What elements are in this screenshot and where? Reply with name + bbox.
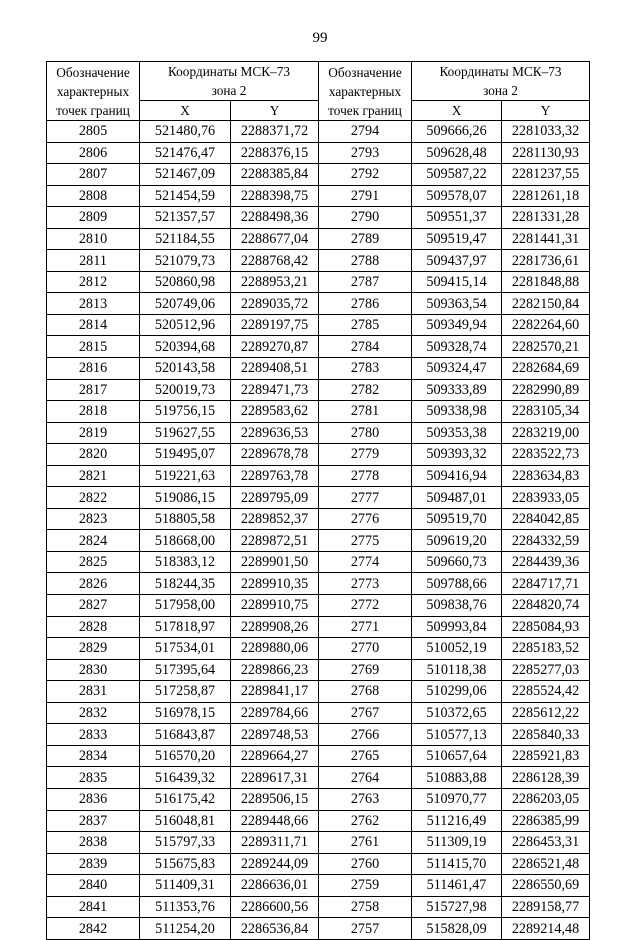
point-right-cell: 2791 [319, 185, 412, 207]
x-right-cell: 509349,94 [412, 314, 502, 336]
y-left-cell: 2289244,09 [231, 853, 319, 875]
y-right-cell: 2284717,71 [502, 573, 590, 595]
y-right-cell: 2283933,05 [502, 487, 590, 509]
point-left-cell: 2814 [47, 314, 140, 336]
y-right-cell: 2285277,03 [502, 659, 590, 681]
y-left-cell: 2289664,27 [231, 745, 319, 767]
x-header-left: X [140, 101, 231, 121]
y-right-cell: 2285183,52 [502, 638, 590, 660]
table-row [47, 896, 590, 918]
x-right-cell: 509666,26 [412, 121, 502, 143]
x-left-cell: 519221,63 [140, 465, 231, 487]
coords-header-line1: Координаты МСК–73 [167, 64, 291, 79]
y-right-cell: 2284439,36 [502, 551, 590, 573]
point-right-cell: 2785 [319, 314, 412, 336]
y-header-right: Y [502, 101, 590, 121]
point-left-cell: 2809 [47, 207, 140, 229]
point-left-cell: 2817 [47, 379, 140, 401]
x-right-cell: 509437,97 [412, 250, 502, 272]
point-right-cell: 2778 [319, 465, 412, 487]
y-right-cell: 2289214,48 [502, 918, 590, 940]
point-left-cell: 2837 [47, 810, 140, 832]
table-row [47, 595, 590, 617]
point-right-cell: 2758 [319, 896, 412, 918]
y-header-left: Y [231, 101, 319, 121]
table-row [47, 508, 590, 530]
designation-header-right [319, 62, 412, 121]
table-row [47, 293, 590, 315]
y-left-cell: 2289852,37 [231, 508, 319, 530]
table-row [47, 422, 590, 444]
y-right-cell: 2281261,18 [502, 185, 590, 207]
table-row [47, 810, 590, 832]
y-right-cell: 2283219,00 [502, 422, 590, 444]
y-right-cell: 2281736,61 [502, 250, 590, 272]
point-right-cell: 2793 [319, 142, 412, 164]
y-left-cell: 2289841,17 [231, 681, 319, 703]
x-left-cell: 517395,64 [140, 659, 231, 681]
table-row [47, 142, 590, 164]
point-right-cell: 2794 [319, 121, 412, 143]
x-right-cell: 509660,73 [412, 551, 502, 573]
point-right-cell: 2777 [319, 487, 412, 509]
x-right-cell: 511216,49 [412, 810, 502, 832]
x-right-cell: 509619,20 [412, 530, 502, 552]
y-left-cell: 2289197,75 [231, 314, 319, 336]
y-right-cell: 2285921,83 [502, 745, 590, 767]
point-left-cell: 2812 [47, 271, 140, 293]
x-right-cell: 509415,14 [412, 271, 502, 293]
designation-header-line2: характерных [56, 83, 130, 99]
y-right-cell: 2282684,69 [502, 358, 590, 380]
y-right-cell: 2283105,34 [502, 401, 590, 423]
designation-header-line1: Обозначение [328, 64, 402, 80]
point-left-cell: 2832 [47, 702, 140, 724]
y-right-cell: 2282570,21 [502, 336, 590, 358]
coords-header-line2: зона 2 [211, 83, 247, 98]
point-right-cell: 2771 [319, 616, 412, 638]
point-right-cell: 2775 [319, 530, 412, 552]
table-row [47, 401, 590, 423]
point-left-cell: 2806 [47, 142, 140, 164]
x-left-cell: 518805,58 [140, 508, 231, 530]
y-left-cell: 2289617,31 [231, 767, 319, 789]
x-right-cell: 510577,13 [412, 724, 502, 746]
x-right-cell: 509363,54 [412, 293, 502, 315]
table-row [47, 681, 590, 703]
y-left-cell: 2289636,53 [231, 422, 319, 444]
x-left-cell: 516175,42 [140, 788, 231, 810]
y-left-cell: 2288385,84 [231, 164, 319, 186]
y-left-cell: 2288398,75 [231, 185, 319, 207]
y-right-cell: 2285840,33 [502, 724, 590, 746]
point-left-cell: 2808 [47, 185, 140, 207]
y-left-cell: 2288677,04 [231, 228, 319, 250]
y-left-cell: 2288376,15 [231, 142, 319, 164]
designation-header-left [47, 62, 140, 121]
x-left-cell: 520394,68 [140, 336, 231, 358]
table-row [47, 121, 590, 143]
y-left-cell: 2288953,21 [231, 271, 319, 293]
y-left-cell: 2289506,15 [231, 788, 319, 810]
y-right-cell: 2285084,93 [502, 616, 590, 638]
point-left-cell: 2807 [47, 164, 140, 186]
point-right-cell: 2783 [319, 358, 412, 380]
x-right-cell: 515727,98 [412, 896, 502, 918]
table-row [47, 788, 590, 810]
table-row [47, 875, 590, 897]
y-left-cell: 2286600,56 [231, 896, 319, 918]
point-left-cell: 2829 [47, 638, 140, 660]
point-right-cell: 2762 [319, 810, 412, 832]
table-row [47, 638, 590, 660]
table-row [47, 358, 590, 380]
table-row [47, 573, 590, 595]
y-left-cell: 2289583,62 [231, 401, 319, 423]
y-right-cell: 2283522,73 [502, 444, 590, 466]
y-right-cell: 2282150,84 [502, 293, 590, 315]
point-right-cell: 2764 [319, 767, 412, 789]
x-left-cell: 521467,09 [140, 164, 231, 186]
point-left-cell: 2835 [47, 767, 140, 789]
point-right-cell: 2786 [319, 293, 412, 315]
point-left-cell: 2818 [47, 401, 140, 423]
table-header [47, 62, 590, 121]
table-row [47, 164, 590, 186]
x-left-cell: 519627,55 [140, 422, 231, 444]
y-left-cell: 2288371,72 [231, 121, 319, 143]
x-right-cell: 511461,47 [412, 875, 502, 897]
table-row [47, 228, 590, 250]
point-right-cell: 2781 [319, 401, 412, 423]
point-right-cell: 2757 [319, 918, 412, 940]
point-left-cell: 2824 [47, 530, 140, 552]
y-right-cell: 2284820,74 [502, 595, 590, 617]
table-row [47, 336, 590, 358]
point-left-cell: 2840 [47, 875, 140, 897]
point-right-cell: 2789 [319, 228, 412, 250]
y-right-cell: 2281848,88 [502, 271, 590, 293]
x-left-cell: 520143,58 [140, 358, 231, 380]
x-left-cell: 520512,96 [140, 314, 231, 336]
y-left-cell: 2289910,35 [231, 573, 319, 595]
point-right-cell: 2782 [319, 379, 412, 401]
x-left-cell: 511353,76 [140, 896, 231, 918]
table-row [47, 767, 590, 789]
y-right-cell: 2282990,89 [502, 379, 590, 401]
designation-header-line2: характерных [328, 83, 402, 99]
point-left-cell: 2822 [47, 487, 140, 509]
x-left-cell: 521184,55 [140, 228, 231, 250]
x-right-cell: 509393,32 [412, 444, 502, 466]
x-left-cell: 516978,15 [140, 702, 231, 724]
table-row [47, 444, 590, 466]
point-left-cell: 2815 [47, 336, 140, 358]
point-right-cell: 2763 [319, 788, 412, 810]
y-left-cell: 2289408,51 [231, 358, 319, 380]
y-left-cell: 2289866,23 [231, 659, 319, 681]
point-right-cell: 2788 [319, 250, 412, 272]
coordinates-table [46, 61, 590, 940]
point-left-cell: 2833 [47, 724, 140, 746]
point-left-cell: 2831 [47, 681, 140, 703]
table-row [47, 616, 590, 638]
page-number: 99 [312, 30, 328, 46]
table-row [47, 551, 590, 573]
x-left-cell: 519756,15 [140, 401, 231, 423]
coords-header-right [412, 62, 590, 101]
point-right-cell: 2790 [319, 207, 412, 229]
y-right-cell: 2281130,93 [502, 142, 590, 164]
point-right-cell: 2765 [319, 745, 412, 767]
table-row [47, 702, 590, 724]
x-left-cell: 518668,00 [140, 530, 231, 552]
point-right-cell: 2768 [319, 681, 412, 703]
x-left-cell: 521480,76 [140, 121, 231, 143]
y-right-cell: 2281441,31 [502, 228, 590, 250]
point-left-cell: 2825 [47, 551, 140, 573]
point-left-cell: 2827 [47, 595, 140, 617]
x-right-cell: 509578,07 [412, 185, 502, 207]
designation-header-line3: точек границ [328, 102, 402, 118]
x-right-cell: 509587,22 [412, 164, 502, 186]
x-right-cell: 509519,70 [412, 508, 502, 530]
y-left-cell: 2289910,75 [231, 595, 319, 617]
table-row [47, 271, 590, 293]
y-right-cell: 2284332,59 [502, 530, 590, 552]
coords-header-left [140, 62, 319, 101]
point-left-cell: 2816 [47, 358, 140, 380]
x-right-cell: 511309,19 [412, 832, 502, 854]
x-left-cell: 519086,15 [140, 487, 231, 509]
point-right-cell: 2760 [319, 853, 412, 875]
x-left-cell: 521357,57 [140, 207, 231, 229]
x-left-cell: 520019,73 [140, 379, 231, 401]
table-row [47, 250, 590, 272]
point-right-cell: 2772 [319, 595, 412, 617]
y-left-cell: 2289748,53 [231, 724, 319, 746]
x-left-cell: 516439,32 [140, 767, 231, 789]
x-right-cell: 509788,66 [412, 573, 502, 595]
x-left-cell: 517258,87 [140, 681, 231, 703]
y-right-cell: 2286203,05 [502, 788, 590, 810]
y-left-cell: 2288498,36 [231, 207, 319, 229]
x-left-cell: 517534,01 [140, 638, 231, 660]
x-left-cell: 515797,33 [140, 832, 231, 854]
point-left-cell: 2841 [47, 896, 140, 918]
x-left-cell: 517818,97 [140, 616, 231, 638]
x-header-right: X [412, 101, 502, 121]
x-right-cell: 509416,94 [412, 465, 502, 487]
y-left-cell: 2289795,09 [231, 487, 319, 509]
y-left-cell: 2286536,84 [231, 918, 319, 940]
x-left-cell: 521454,59 [140, 185, 231, 207]
x-left-cell: 516570,20 [140, 745, 231, 767]
y-right-cell: 2289158,77 [502, 896, 590, 918]
y-right-cell: 2286385,99 [502, 810, 590, 832]
x-right-cell: 510372,65 [412, 702, 502, 724]
y-left-cell: 2289678,78 [231, 444, 319, 466]
x-right-cell: 510052,19 [412, 638, 502, 660]
point-left-cell: 2821 [47, 465, 140, 487]
y-left-cell: 2289035,72 [231, 293, 319, 315]
table-row [47, 659, 590, 681]
x-right-cell: 510299,06 [412, 681, 502, 703]
y-right-cell: 2281033,32 [502, 121, 590, 143]
x-right-cell: 509551,37 [412, 207, 502, 229]
point-right-cell: 2779 [319, 444, 412, 466]
point-left-cell: 2830 [47, 659, 140, 681]
coords-header-line2: зона 2 [483, 83, 518, 98]
table-row [47, 465, 590, 487]
table-row [47, 185, 590, 207]
y-right-cell: 2284042,85 [502, 508, 590, 530]
table-row [47, 832, 590, 854]
point-right-cell: 2792 [319, 164, 412, 186]
table-row [47, 724, 590, 746]
point-left-cell: 2842 [47, 918, 140, 940]
x-right-cell: 509519,47 [412, 228, 502, 250]
point-left-cell: 2813 [47, 293, 140, 315]
x-left-cell: 515675,83 [140, 853, 231, 875]
y-left-cell: 2289471,73 [231, 379, 319, 401]
x-left-cell: 520749,06 [140, 293, 231, 315]
y-left-cell: 2289908,26 [231, 616, 319, 638]
table-row [47, 379, 590, 401]
point-right-cell: 2761 [319, 832, 412, 854]
x-right-cell: 509993,84 [412, 616, 502, 638]
x-right-cell: 509333,89 [412, 379, 502, 401]
point-left-cell: 2828 [47, 616, 140, 638]
x-left-cell: 516843,87 [140, 724, 231, 746]
y-left-cell: 2289784,66 [231, 702, 319, 724]
y-right-cell: 2286453,31 [502, 832, 590, 854]
point-left-cell: 2838 [47, 832, 140, 854]
y-left-cell: 2289901,50 [231, 551, 319, 573]
y-right-cell: 2285524,42 [502, 681, 590, 703]
point-left-cell: 2820 [47, 444, 140, 466]
y-right-cell: 2282264,60 [502, 314, 590, 336]
table-body [47, 121, 590, 940]
point-right-cell: 2774 [319, 551, 412, 573]
point-left-cell: 2823 [47, 508, 140, 530]
y-right-cell: 2286550,69 [502, 875, 590, 897]
y-left-cell: 2289311,71 [231, 832, 319, 854]
x-right-cell: 511415,70 [412, 853, 502, 875]
point-right-cell: 2773 [319, 573, 412, 595]
x-left-cell: 518244,35 [140, 573, 231, 595]
x-right-cell: 515828,09 [412, 918, 502, 940]
point-right-cell: 2759 [319, 875, 412, 897]
y-right-cell: 2286521,48 [502, 853, 590, 875]
y-right-cell: 2281331,28 [502, 207, 590, 229]
x-left-cell: 516048,81 [140, 810, 231, 832]
point-right-cell: 2770 [319, 638, 412, 660]
x-left-cell: 521079,73 [140, 250, 231, 272]
x-right-cell: 509628,48 [412, 142, 502, 164]
y-left-cell: 2288768,42 [231, 250, 319, 272]
point-left-cell: 2834 [47, 745, 140, 767]
x-left-cell: 519495,07 [140, 444, 231, 466]
x-right-cell: 509487,01 [412, 487, 502, 509]
point-left-cell: 2811 [47, 250, 140, 272]
point-right-cell: 2776 [319, 508, 412, 530]
point-left-cell: 2810 [47, 228, 140, 250]
coords-header-line1: Координаты МСК–73 [439, 64, 562, 79]
x-right-cell: 510657,64 [412, 745, 502, 767]
x-left-cell: 520860,98 [140, 271, 231, 293]
point-right-cell: 2787 [319, 271, 412, 293]
y-left-cell: 2289763,78 [231, 465, 319, 487]
y-right-cell: 2286128,39 [502, 767, 590, 789]
x-right-cell: 509838,76 [412, 595, 502, 617]
point-left-cell: 2805 [47, 121, 140, 143]
point-right-cell: 2784 [319, 336, 412, 358]
x-right-cell: 510970,77 [412, 788, 502, 810]
point-left-cell: 2819 [47, 422, 140, 444]
x-left-cell: 517958,00 [140, 595, 231, 617]
table-row [47, 314, 590, 336]
designation-header-line3: точек границ [56, 102, 130, 118]
point-left-cell: 2839 [47, 853, 140, 875]
x-right-cell: 509353,38 [412, 422, 502, 444]
x-left-cell: 518383,12 [140, 551, 231, 573]
y-left-cell: 2286636,01 [231, 875, 319, 897]
x-left-cell: 521476,47 [140, 142, 231, 164]
table-row [47, 207, 590, 229]
x-right-cell: 510883,88 [412, 767, 502, 789]
x-right-cell: 509324,47 [412, 358, 502, 380]
table-row [47, 530, 590, 552]
table-row [47, 853, 590, 875]
y-left-cell: 2289448,66 [231, 810, 319, 832]
point-right-cell: 2769 [319, 659, 412, 681]
x-right-cell: 510118,38 [412, 659, 502, 681]
designation-header-line1: Обозначение [56, 64, 130, 80]
y-right-cell: 2283634,83 [502, 465, 590, 487]
point-right-cell: 2766 [319, 724, 412, 746]
x-left-cell: 511409,31 [140, 875, 231, 897]
y-right-cell: 2285612,22 [502, 702, 590, 724]
table-row [47, 745, 590, 767]
y-left-cell: 2289872,51 [231, 530, 319, 552]
point-right-cell: 2767 [319, 702, 412, 724]
y-right-cell: 2281237,55 [502, 164, 590, 186]
point-left-cell: 2836 [47, 788, 140, 810]
point-right-cell: 2780 [319, 422, 412, 444]
y-left-cell: 2289880,06 [231, 638, 319, 660]
x-right-cell: 509328,74 [412, 336, 502, 358]
table-row [47, 487, 590, 509]
y-left-cell: 2289270,87 [231, 336, 319, 358]
x-left-cell: 511254,20 [140, 918, 231, 940]
point-left-cell: 2826 [47, 573, 140, 595]
x-right-cell: 509338,98 [412, 401, 502, 423]
